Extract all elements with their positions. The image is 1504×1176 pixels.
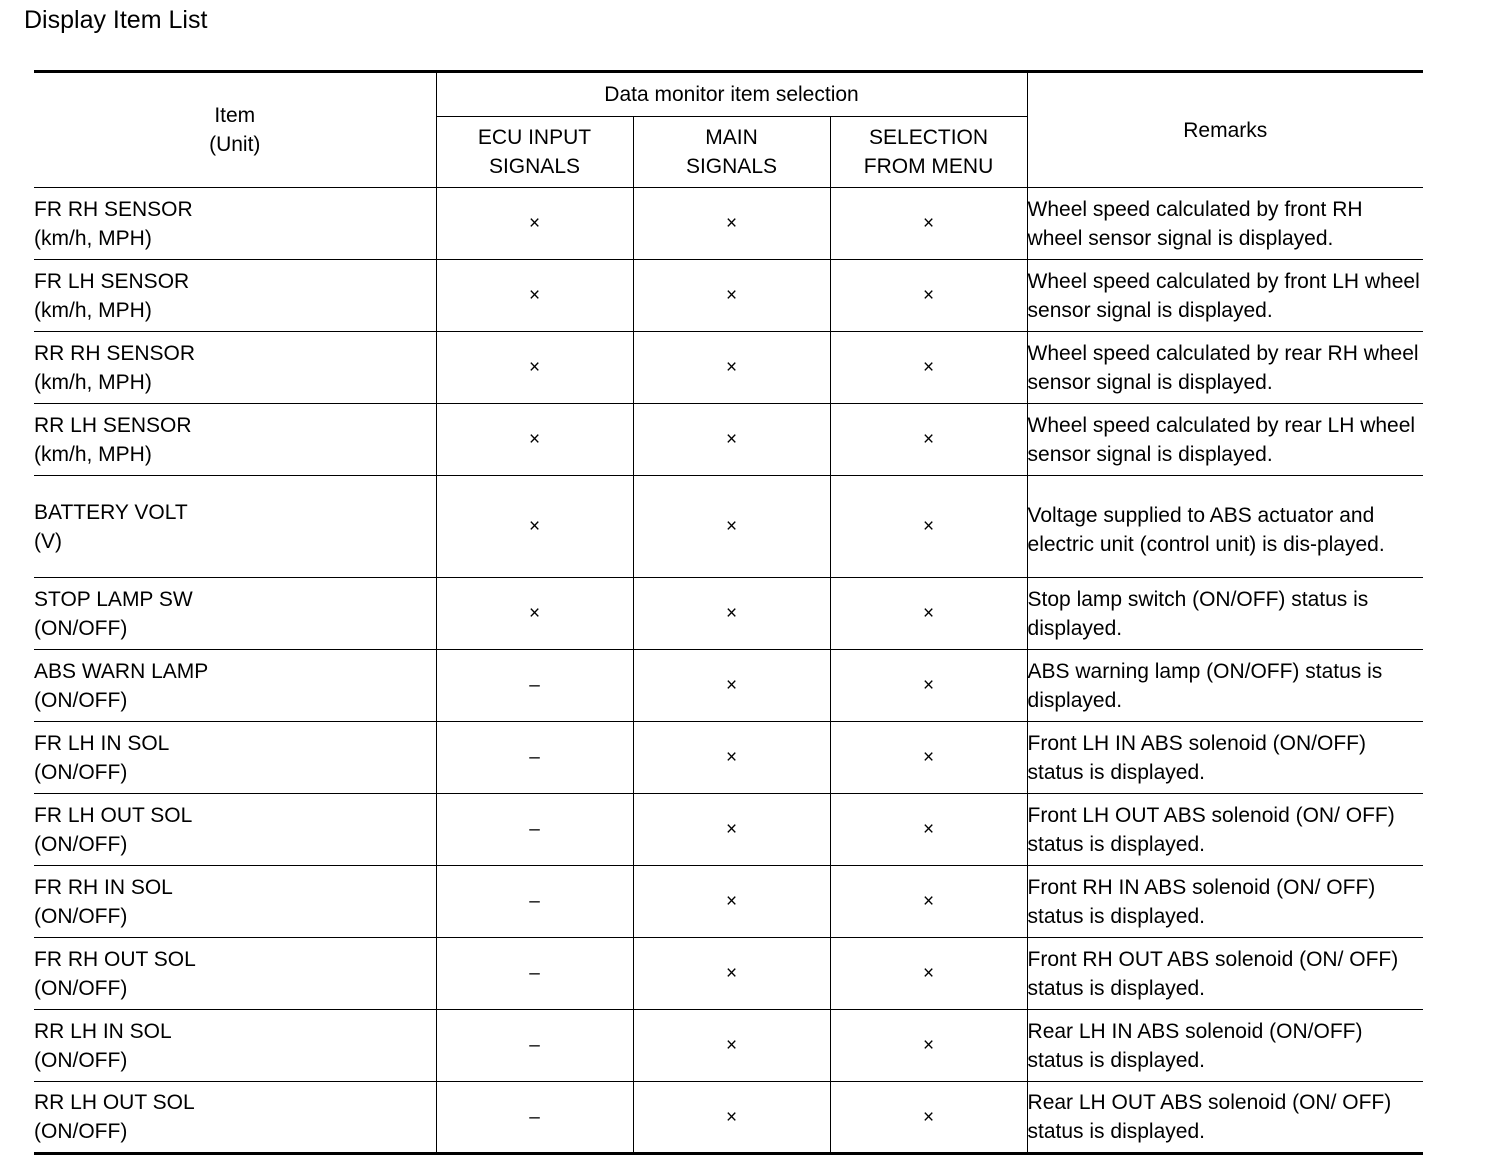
- table-row: [34, 1082, 1423, 1154]
- mark: –: [529, 963, 540, 984]
- item-unit: (ON/OFF): [34, 976, 128, 1000]
- mark: ×: [528, 213, 541, 234]
- display-item-table: [34, 70, 1423, 1155]
- mark: ×: [725, 357, 738, 378]
- header-item-unit: [34, 72, 436, 188]
- header-main-line2: SIGNALS: [685, 155, 778, 178]
- item-unit: (ON/OFF): [34, 688, 128, 712]
- remarks-cell: Rear LH OUT ABS solenoid (ON/ OFF) status is displayed.: [1027, 1082, 1423, 1154]
- ecu-input-mark: [436, 578, 633, 650]
- item-unit: (km/h, MPH): [34, 226, 152, 250]
- header-menu-line2: FROM MENU: [863, 155, 994, 178]
- mark: –: [529, 891, 540, 912]
- item-cell: [34, 866, 436, 938]
- mark: ×: [725, 603, 738, 624]
- ecu-input-mark: [436, 260, 633, 332]
- main-signals-mark: [633, 332, 830, 404]
- table-row: [34, 404, 1423, 476]
- ecu-input-mark: [436, 794, 633, 866]
- mark: –: [529, 747, 540, 768]
- mark: ×: [922, 819, 935, 840]
- remarks-cell: Wheel speed calculated by front LH wheel sensor signal is displayed.: [1027, 260, 1423, 332]
- mark: ×: [922, 429, 935, 450]
- item-name: RR LH IN SOL: [34, 1019, 172, 1043]
- mark: ×: [725, 675, 738, 696]
- item-unit: (ON/OFF): [34, 904, 128, 928]
- header-ecu-input-signals: [436, 117, 633, 188]
- main-signals-mark: [633, 1082, 830, 1154]
- mark: ×: [528, 603, 541, 624]
- item-unit: (km/h, MPH): [34, 442, 152, 466]
- ecu-input-mark: [436, 404, 633, 476]
- selection-menu-mark: [830, 578, 1027, 650]
- table-row: [34, 938, 1423, 1010]
- table-row: [34, 1010, 1423, 1082]
- table-row: [34, 476, 1423, 578]
- selection-menu-mark: [830, 332, 1027, 404]
- mark: ×: [725, 429, 738, 450]
- selection-menu-mark: [830, 260, 1027, 332]
- item-cell: [34, 1082, 436, 1154]
- item-cell: [34, 476, 436, 578]
- item-unit: (ON/OFF): [34, 616, 128, 640]
- selection-menu-mark: [830, 866, 1027, 938]
- ecu-input-mark: [436, 1010, 633, 1082]
- mark: –: [529, 819, 540, 840]
- remarks-cell: Front RH OUT ABS solenoid (ON/ OFF) status is displayed.: [1027, 938, 1423, 1010]
- remarks-cell: Wheel speed calculated by rear RH wheel sensor signal is displayed.: [1027, 332, 1423, 404]
- ecu-input-mark: [436, 332, 633, 404]
- item-name: RR RH SENSOR: [34, 341, 196, 365]
- mark: ×: [725, 213, 738, 234]
- item-cell: [34, 332, 436, 404]
- item-cell: [34, 1010, 436, 1082]
- header-data-monitor-selection: Data monitor item selection: [436, 72, 1027, 117]
- ecu-input-mark: [436, 650, 633, 722]
- table-row: [34, 578, 1423, 650]
- header-item-label: Item: [214, 104, 256, 127]
- mark: ×: [725, 891, 738, 912]
- remarks-cell: Voltage supplied to ABS actuator and electric unit (control unit) is dis-played.: [1027, 476, 1423, 578]
- mark: ×: [725, 819, 738, 840]
- item-name: FR LH SENSOR: [34, 269, 190, 293]
- table-row: [34, 188, 1423, 260]
- item-name: FR RH OUT SOL: [34, 947, 196, 971]
- item-unit: (ON/OFF): [34, 1120, 128, 1143]
- main-signals-mark: [633, 476, 830, 578]
- selection-menu-mark: [830, 938, 1027, 1010]
- item-cell: [34, 938, 436, 1010]
- header-ecu-line1: ECU INPUT: [477, 126, 592, 149]
- item-name: FR LH IN SOL: [34, 731, 170, 755]
- remarks-cell: Rear LH IN ABS solenoid (ON/OFF) status is displayed.: [1027, 1010, 1423, 1082]
- item-name: FR LH OUT SOL: [34, 803, 193, 827]
- mark: –: [529, 1106, 540, 1128]
- table-header: [34, 72, 1423, 188]
- ecu-input-mark: [436, 1082, 633, 1154]
- table-row: [34, 332, 1423, 404]
- mark: ×: [528, 285, 541, 306]
- mark: –: [529, 675, 540, 696]
- remarks-cell: ABS warning lamp (ON/OFF) status is displayed.: [1027, 650, 1423, 722]
- item-unit: (V): [34, 529, 62, 553]
- mark: ×: [922, 357, 935, 378]
- selection-menu-mark: [830, 794, 1027, 866]
- table-row: [34, 260, 1423, 332]
- mark: ×: [922, 603, 935, 624]
- item-name: STOP LAMP SW: [34, 587, 193, 611]
- item-name: FR RH SENSOR: [34, 197, 193, 221]
- selection-menu-mark: [830, 1010, 1027, 1082]
- page-title: Display Item List: [24, 6, 208, 34]
- header-remarks: Remarks: [1027, 72, 1423, 188]
- header-unit-label: (Unit): [209, 133, 261, 156]
- ecu-input-mark: [436, 476, 633, 578]
- selection-menu-mark: [830, 404, 1027, 476]
- item-cell: [34, 260, 436, 332]
- item-name: BATTERY VOLT: [34, 500, 188, 524]
- table-row: [34, 650, 1423, 722]
- item-cell: [34, 650, 436, 722]
- item-unit: (ON/OFF): [34, 832, 128, 856]
- item-cell: [34, 794, 436, 866]
- item-cell: [34, 188, 436, 260]
- remarks-cell: Wheel speed calculated by rear LH wheel sensor signal is displayed.: [1027, 404, 1423, 476]
- selection-menu-mark: [830, 722, 1027, 794]
- mark: ×: [725, 1035, 738, 1056]
- main-signals-mark: [633, 1010, 830, 1082]
- mark: ×: [528, 357, 541, 378]
- item-cell: [34, 404, 436, 476]
- main-signals-mark: [633, 578, 830, 650]
- main-signals-mark: [633, 938, 830, 1010]
- remarks-cell: Front RH IN ABS solenoid (ON/ OFF) status is displayed.: [1027, 866, 1423, 938]
- main-signals-mark: [633, 722, 830, 794]
- mark: ×: [922, 675, 935, 696]
- header-menu-line1: SELECTION: [869, 126, 989, 149]
- selection-menu-mark: [830, 476, 1027, 578]
- mark: ×: [922, 891, 935, 912]
- remarks-cell: Front LH IN ABS solenoid (ON/OFF) status is displayed.: [1027, 722, 1423, 794]
- main-signals-mark: [633, 188, 830, 260]
- mark: ×: [922, 1035, 935, 1056]
- mark: ×: [725, 516, 738, 537]
- remarks-cell: Stop lamp switch (ON/OFF) status is displayed.: [1027, 578, 1423, 650]
- remarks-cell: Front LH OUT ABS solenoid (ON/ OFF) status is displayed.: [1027, 794, 1423, 866]
- table-row: [34, 794, 1423, 866]
- main-signals-mark: [633, 404, 830, 476]
- item-name: RR LH SENSOR: [34, 413, 192, 437]
- table-body: [34, 188, 1423, 1154]
- item-name: ABS WARN LAMP: [34, 659, 209, 683]
- item-cell: [34, 578, 436, 650]
- mark: ×: [922, 285, 935, 306]
- header-main-signals: [633, 117, 830, 188]
- main-signals-mark: [633, 866, 830, 938]
- selection-menu-mark: [830, 1082, 1027, 1154]
- header-main-line1: MAIN: [705, 126, 758, 149]
- ecu-input-mark: [436, 188, 633, 260]
- mark: ×: [922, 213, 935, 234]
- item-unit: (km/h, MPH): [34, 298, 152, 322]
- item-cell: [34, 722, 436, 794]
- header-selection-from-menu: [830, 117, 1027, 188]
- table-row: [34, 722, 1423, 794]
- mark: ×: [725, 963, 738, 984]
- mark: –: [529, 1035, 540, 1056]
- ecu-input-mark: [436, 722, 633, 794]
- item-unit: (ON/OFF): [34, 760, 128, 784]
- ecu-input-mark: [436, 866, 633, 938]
- header-row-top: [34, 72, 1423, 117]
- mark: ×: [922, 516, 935, 537]
- mark: ×: [922, 963, 935, 984]
- table-row: [34, 866, 1423, 938]
- item-name: RR LH OUT SOL: [34, 1091, 195, 1114]
- mark: ×: [725, 747, 738, 768]
- mark: ×: [922, 747, 935, 768]
- mark: ×: [725, 285, 738, 306]
- mark: ×: [528, 516, 541, 537]
- item-unit: (km/h, MPH): [34, 370, 152, 394]
- mark: ×: [922, 1106, 935, 1128]
- remarks-cell: Wheel speed calculated by front RH wheel sensor signal is displayed.: [1027, 188, 1423, 260]
- selection-menu-mark: [830, 188, 1027, 260]
- item-name: FR RH IN SOL: [34, 875, 173, 899]
- ecu-input-mark: [436, 938, 633, 1010]
- mark: ×: [528, 429, 541, 450]
- selection-menu-mark: [830, 650, 1027, 722]
- main-signals-mark: [633, 650, 830, 722]
- mark: ×: [725, 1106, 738, 1128]
- main-signals-mark: [633, 260, 830, 332]
- main-signals-mark: [633, 794, 830, 866]
- header-ecu-line2: SIGNALS: [488, 155, 581, 178]
- item-unit: (ON/OFF): [34, 1048, 128, 1072]
